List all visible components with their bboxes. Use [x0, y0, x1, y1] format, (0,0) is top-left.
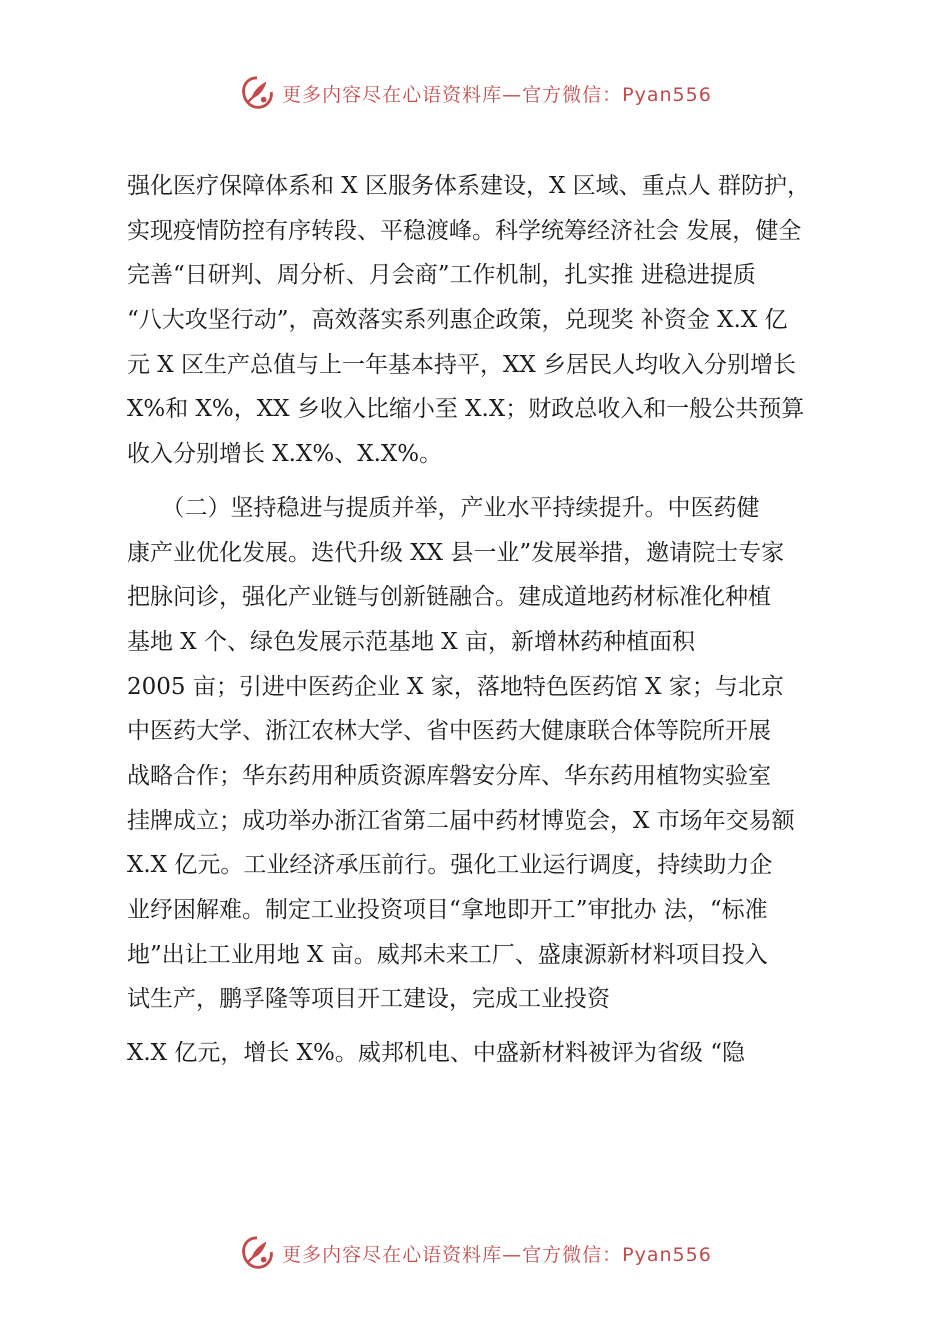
footer-watermark	[0, 1233, 950, 1273]
text-line: 基地 X 个、绿色发展示范基地 X 亩，新增林药种植面积	[127, 628, 695, 655]
watermark-logo-icon	[238, 1234, 276, 1272]
watermark-text: 更多内容尽在心语资料库—官方微信：Pyan556	[282, 83, 712, 106]
text-line: 挂牌成立；成功举办浙江省第二届中药材博览会，X 市场年交易额	[127, 807, 795, 834]
header-watermark	[0, 73, 950, 113]
document-body	[127, 164, 837, 1076]
text-line: X%和 X%，XX 乡收入比缩小至 X.X；财政总收入和一般公共预算	[127, 396, 805, 423]
paragraph-2	[127, 486, 837, 1076]
text-line: 把脉问诊，强化产业链与创新链融合。建成道地药材标准化种植	[127, 584, 771, 611]
text-line: 中医药大学、浙江农林大学、省中医药大健康联合体等院所开展	[127, 718, 771, 745]
text-line: 实现疫情防控有序转段、平稳渡峰。科学统筹经济社会 发展，健全	[127, 217, 802, 244]
text-line: （二）坚持稳进与提质并举，产业水平持续提升。中医药健	[127, 494, 760, 521]
text-line: X.X 亿元，增长 X%。威邦机电、中盛新材料被评为省级 “隐	[127, 1040, 745, 1067]
text-line: “八大攻坚行动”，高效落实系列惠企政策，兑现奖 补资金 X.X 亿	[127, 307, 788, 334]
text-line: 元 X 区生产总值与上一年基本持平，XX 乡居民人均收入分别增长	[127, 351, 797, 378]
text-line: 业纾困解难。制定工业投资项目“拿地即开工”审批办 法，“标准	[127, 897, 768, 923]
paragraph-1	[127, 164, 837, 477]
text-line: 试生产，鹏孚隆等项目开工建设，完成工业投资	[127, 986, 610, 1013]
text-line: 完善“日研判、周分析、月会商”工作机制，扎实推 进稳进提质	[127, 262, 756, 289]
text-line: 2005 亩；引进中医药企业 X 家，落地特色医药馆 X 家；与北京	[127, 673, 784, 700]
text-line: 康产业优化发展。迭代升级 XX 县一业”发展举措，邀请院士专家	[127, 539, 785, 566]
watermark-text: 更多内容尽在心语资料库—官方微信：Pyan556	[282, 1243, 712, 1266]
watermark-logo-icon	[238, 74, 276, 112]
text-line: 收入分别增长 X.X%、X.X%。	[127, 441, 443, 468]
text-line: 地”出让工业用地 X 亩。威邦未来工厂、盛康源新材料项目投入	[127, 941, 768, 968]
text-line: 战略合作；华东药用种质资源库磐安分库、华东药用植物实验室	[127, 762, 771, 789]
text-line: 强化医疗保障体系和 X 区服务体系建设，X 区域、重点人 群防护，	[127, 173, 810, 199]
text-line: X.X 亿元。工业经济承压前行。强化工业运行调度，持续助力企	[127, 852, 773, 879]
